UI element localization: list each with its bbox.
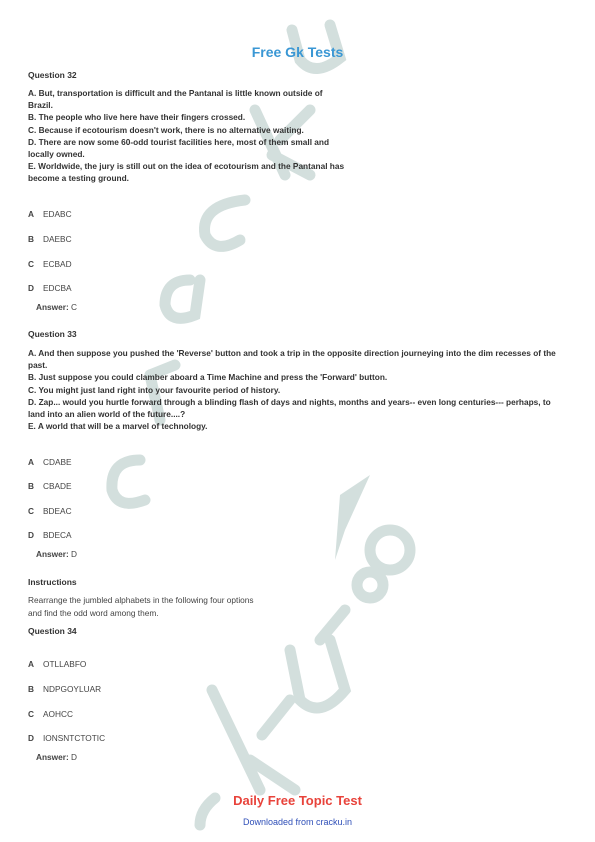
- statement: D. Zap... would you hurtle forward through a blinding flash of days and nights, months and years-- even long centuries--- perhaps, to land into an alien world of the future....?: [28, 396, 551, 420]
- option-text: CBADE: [43, 481, 72, 491]
- answer-value: D: [71, 752, 78, 762]
- option-text: EDABC: [43, 209, 72, 219]
- option-letter: B: [28, 234, 34, 244]
- option-b[interactable]: [28, 481, 72, 493]
- option-letter: D: [28, 530, 34, 540]
- option-letter: B: [28, 684, 34, 694]
- statement: E. Worldwide, the jury is still out on the idea of ecotourism and the Pantanal has become a testing ground.: [28, 161, 345, 184]
- option-text: AOHCC: [43, 709, 73, 719]
- statement: A. But, transportation is difficult and the Pantanal is little known outside of Brazil.: [28, 88, 323, 111]
- answer-33: [28, 549, 77, 559]
- option-a[interactable]: [28, 209, 72, 221]
- option-text: IONSNTCTOTIC: [43, 733, 106, 743]
- footer-link[interactable]: Downloaded from cracku.in: [242, 817, 353, 827]
- statement: D. There are now some 60-odd tourist facilities here, most of them small and locally owned.: [28, 136, 330, 160]
- option-letter: D: [28, 283, 34, 293]
- option-d[interactable]: [28, 530, 72, 542]
- option-b[interactable]: [28, 684, 101, 696]
- option-text: BDECA: [43, 530, 72, 540]
- header-title[interactable]: Free Gk Tests: [251, 44, 344, 60]
- answer-32: [28, 302, 77, 312]
- answer-label: Answer:: [36, 752, 69, 762]
- option-letter: B: [28, 481, 34, 491]
- option-d[interactable]: [28, 733, 105, 745]
- question-32-statements: [28, 87, 348, 185]
- option-letter: A: [28, 209, 34, 219]
- option-letter: A: [28, 659, 34, 669]
- answer-label: Answer:: [36, 549, 69, 559]
- option-d[interactable]: [28, 283, 72, 295]
- statement: A. And then suppose you pushed the 'Reverse' button and took a trip in the opposite direction journeying into the dim recesses of the past.: [28, 348, 556, 371]
- option-text: DAEBC: [43, 234, 72, 244]
- option-text: ECBAD: [43, 259, 72, 269]
- answer-value: D: [71, 549, 78, 559]
- answer-34: [28, 752, 77, 762]
- option-letter: D: [28, 733, 34, 743]
- question-32-title: Question 32: [28, 70, 77, 80]
- statement: B. The people who live here have their fingers crossed.: [28, 112, 246, 123]
- statement: E. A world that will be a marvel of technology.: [28, 421, 208, 432]
- option-b[interactable]: [28, 234, 72, 246]
- footer-title[interactable]: Daily Free Topic Test: [233, 793, 362, 808]
- option-text: NDPGOYLUAR: [43, 684, 102, 694]
- option-a[interactable]: [28, 659, 86, 671]
- question-33-title: Question 33: [28, 329, 77, 339]
- instructions-body: Rearrange the jumbled alphabets in the following four options and find the odd word among them.: [28, 595, 254, 618]
- option-a[interactable]: [28, 457, 72, 469]
- instructions-heading: Instructions: [28, 577, 77, 587]
- question-34-title: Question 34: [28, 626, 77, 636]
- statement: C. Because if ecotourism doesn't work, there is no alternative waiting.: [28, 124, 304, 135]
- option-text: OTLLABFO: [43, 659, 87, 669]
- option-letter: C: [28, 506, 34, 516]
- option-text: EDCBA: [43, 283, 72, 293]
- statement: B. Just suppose you could clamber aboard a Time Machine and press the 'Forward' button.: [28, 372, 388, 383]
- statement: C. You might just land right into your favourite period of history.: [28, 384, 281, 395]
- option-c[interactable]: [28, 506, 72, 518]
- answer-label: Answer:: [36, 302, 69, 312]
- option-c[interactable]: [28, 259, 72, 271]
- option-letter: C: [28, 259, 34, 269]
- option-c[interactable]: [28, 709, 73, 721]
- option-letter: C: [28, 709, 34, 719]
- option-text: CDABE: [43, 457, 72, 467]
- question-33-statements: [28, 347, 568, 432]
- answer-value: C: [71, 302, 78, 312]
- option-text: BDEAC: [43, 506, 72, 516]
- option-letter: A: [28, 457, 34, 467]
